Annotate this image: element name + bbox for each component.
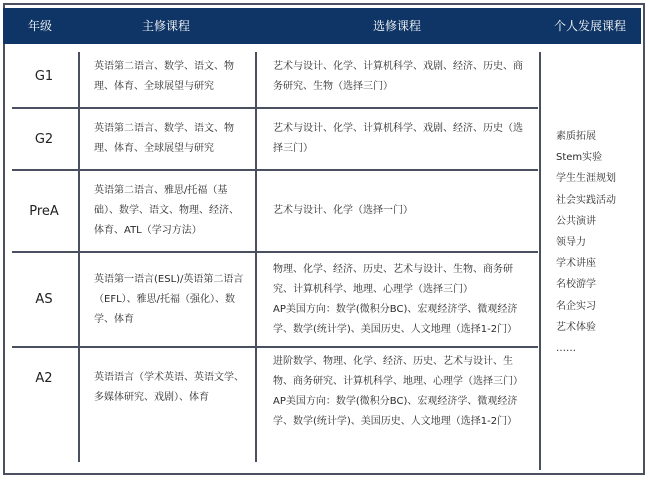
table-row-grade: PreA: [29, 203, 59, 219]
main-courses-text: 英语语言（学术英语、英语文学、多媒体研究、戏剧）、体育: [94, 372, 244, 403]
table-row-main: [80, 253, 255, 346]
main-courses-text: 英语第二语言、雅思/托福（基础）、数学、语文、物理、经济、体育、ATL（学习方法）: [94, 185, 239, 236]
table-row-elective: [257, 253, 539, 346]
table-header: [3, 8, 641, 44]
table-row-grade: G1: [34, 69, 54, 84]
personal-item: Stem实验: [556, 152, 603, 164]
table-row-elective: [257, 350, 539, 460]
personal-item: 素质拓展: [556, 131, 596, 142]
personal-item: 领导力: [556, 237, 586, 249]
elective-courses-text: 艺术与设计、化学、计算机科学、戏剧、经济、历史、商务研究、生物（选择三门）: [273, 60, 523, 92]
table-row-main: [80, 350, 255, 446]
table-row-grade: AS: [35, 292, 53, 307]
personal-item: 艺术体验: [556, 321, 596, 333]
table-row-main: [80, 46, 255, 107]
personal-item: ……: [556, 343, 576, 355]
elective-courses-text: 艺术与设计、化学、计算机科学、戏剧、经济、历史（选择三门）: [273, 123, 523, 154]
row-divider: [12, 346, 538, 348]
main-courses-text: 英语第一语言(ESL)/英语第二语言（EFL）、雅思/托福（强化）、数学、体育: [94, 273, 244, 325]
personal-item: 名企实习: [556, 300, 596, 312]
header-main-courses: 主修课程: [141, 19, 190, 33]
elective-courses-text: 物理、化学、经济、历史、艺术与设计、生物、商务研究、计算机科学、地理、心理学（选择三门）: [273, 263, 513, 295]
elective-ap-text: AP美国方向：数学(微积分BC)、宏观经济学、微观经济学、数学(统计学)、美国历史、人文地理（选择1-2门）: [273, 396, 518, 427]
column-divider: [539, 52, 541, 470]
personal-item: 名校游学: [556, 279, 596, 291]
header-grade: 年级: [27, 19, 52, 33]
personal-item: 学术讲座: [556, 258, 596, 270]
table-row-elective: [257, 171, 539, 251]
table-row-main: [80, 171, 255, 251]
header-elective-courses: 选修课程: [372, 19, 421, 33]
main-courses-text: 英语第二语言、数学、语文、物理、体育、全球展望与研究: [94, 123, 234, 154]
elective-ap-text: AP美国方向：数学(微积分BC)、宏观经济学、微观经济学、数学(统计学)、美国历史、人文地理（选择1-2门）: [273, 303, 518, 335]
table-row-main: [80, 109, 255, 169]
elective-courses-text: 艺术与设计、化学（选择一门）: [273, 205, 413, 216]
personal-item: 公共演讲: [556, 215, 596, 227]
personal-item: 社会实践活动: [556, 194, 616, 206]
personal-development-list: [556, 126, 616, 359]
table-row-grade: A2: [35, 370, 53, 386]
table-row-grade: G2: [34, 131, 54, 147]
table-row-elective: [257, 46, 539, 107]
header-personal-development: 个人发展课程: [553, 19, 626, 33]
table-row-elective: [257, 109, 539, 169]
personal-item: 学生生涯规划: [556, 173, 616, 185]
main-courses-text: 英语第二语言、数学、语文、物理、体育、全球展望与研究: [94, 60, 234, 92]
elective-courses-text: 进阶数学、物理、化学、经济、历史、艺术与设计、生物、商务研究、计算机科学、地理、心理学（选择三门）: [273, 356, 523, 387]
